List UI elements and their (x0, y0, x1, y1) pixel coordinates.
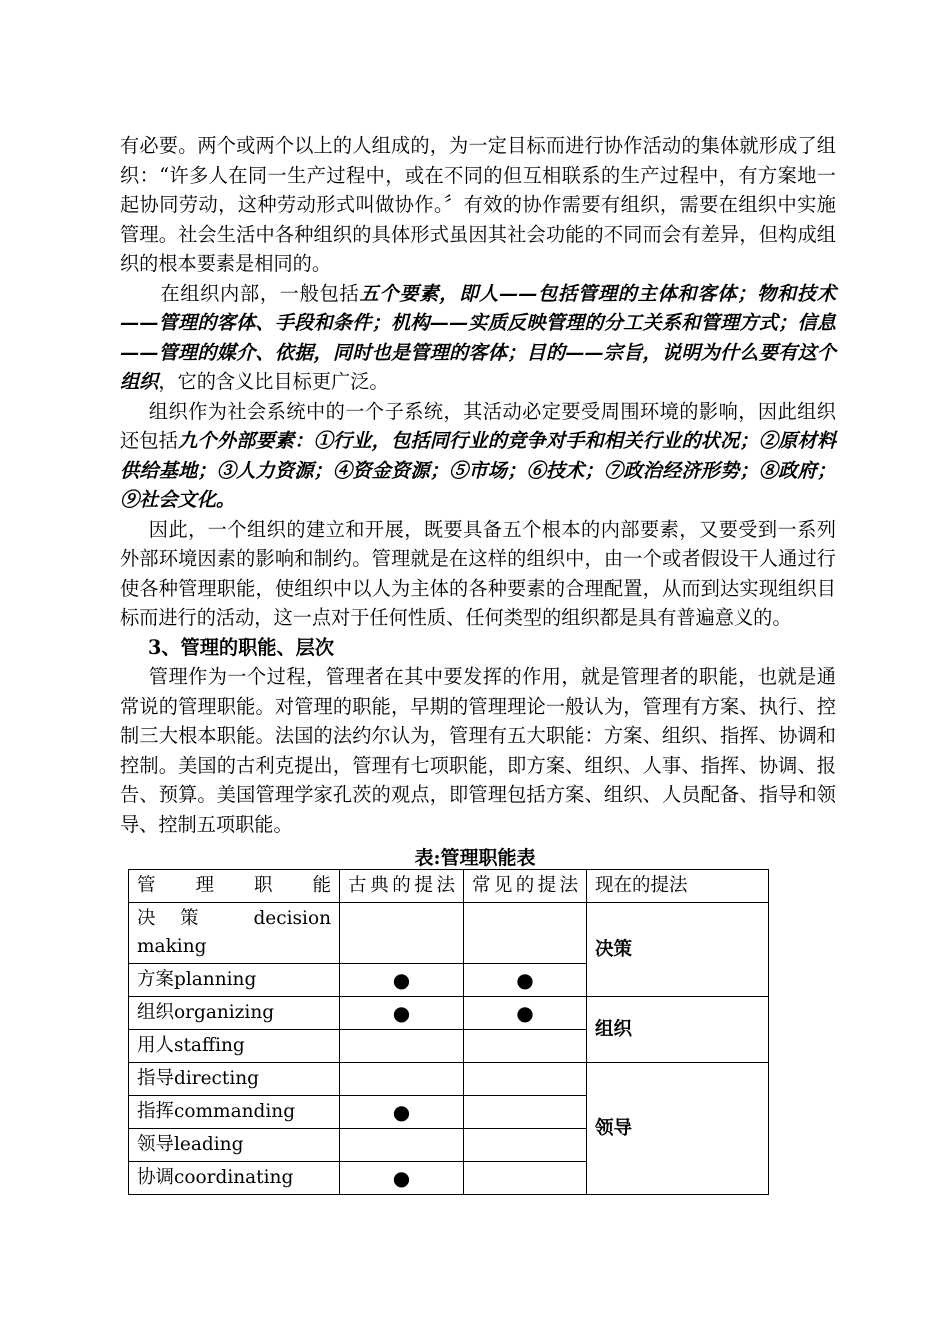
classic-mark: ● (340, 997, 464, 1030)
paragraph-5: 管理作为一个过程，管理者在其中要发挥的作用，就是管理者的职能，也就是通常说的管理职能。对管理的职能，早期的管理理论一般认为，管理有方案、执行、控制三大根本职能。法国的法约尔认为，管理有五大职能：方案、组织、指挥、协调和控制。美国的古利克提出，管理有七项职能，即方案、组织、人事、指挥、协调、报告、预算。美国管理学家孔茨的观点，即管理包括方案、组织、人员配备、指导和领导、控制五项职能。 (120, 665, 836, 836)
common-mark (464, 1129, 587, 1162)
common-mark (464, 903, 587, 964)
table-row (129, 997, 769, 1030)
modern-group-organizing: 组织 (587, 997, 769, 1063)
function-name: 决策 decision making (129, 903, 340, 964)
classic-mark: ● (340, 1096, 464, 1129)
section-heading-3: 3、管理的职能、层次 (148, 635, 335, 659)
paragraph-3 (120, 397, 836, 515)
header-modern: 现在的提法 (587, 870, 769, 903)
paragraph-4: 因此，一个组织的建立和开展，既要具备五个根本的内部要素，又要受到一系列外部环境因素的影响和制约。管理就是在这样的组织中，由一个或者假设干人通过行使各种管理职能，使组织中以人为主体的各种要素的合理配置，从而到达实现组织目标而进行的活动，这一点对于任何性质、任何类型的组织都是具有普遍意义的。 (120, 517, 836, 629)
five-elements-emphasis: 五个要素，即人——包括管理的主体和客体；物和技术——管理的客体、手段和条件；机构——实质反映管理的分工关系和管理方式；信息——管理的媒介、依据，同时也是管理的客体；目的——宗旨，说明为什么要有这个组织 (120, 281, 837, 393)
paragraph-2-tail: ，它的含义比目标更广泛。 (158, 370, 389, 393)
common-mark (464, 1096, 587, 1129)
classic-mark (340, 903, 464, 964)
function-name: 领导leading (129, 1129, 340, 1162)
header-classic: 古典的提法 (340, 870, 464, 903)
table-caption: 表:管理职能表 (414, 847, 536, 869)
paragraph-2-lead: 在组织内部，一般包括 (160, 281, 360, 305)
common-mark (464, 1162, 587, 1195)
management-functions-table (128, 869, 769, 1195)
table-header-row (129, 870, 769, 903)
function-name: 用人staffing (129, 1030, 340, 1063)
common-mark: ● (464, 997, 587, 1030)
classic-mark (340, 1063, 464, 1096)
classic-mark (340, 1129, 464, 1162)
body-text (120, 131, 836, 839)
paragraph-3-lead: 组织作为社会系统中的一个子系统，其活动必定要受周围环境的影响，因此组织还包括 (120, 399, 836, 452)
function-name: 指挥commanding (129, 1096, 340, 1129)
paragraph-2 (120, 279, 836, 397)
modern-group-decision: 决策 (587, 903, 769, 997)
classic-mark: ● (340, 1162, 464, 1195)
function-name: 组织organizing (129, 997, 340, 1030)
paragraph-1: 有必要。两个或两个以上的人组成的，为一定目标而进行协作活动的集体就形成了组织：“许多人在同一生产过程中，或在不同的但互相联系的生产过程中，有方案地一起协同劳动，这种劳动形式叫做协作。〞有效的协作需要有组织，需要在组织中实施管理。社会生活中各种组织的具体形式虽因其社会功能的不同而会有差异，但构成组织的根本要素是相同的。 (120, 134, 836, 275)
header-common: 常见的提法 (464, 870, 587, 903)
common-mark (464, 1030, 587, 1063)
common-mark: ● (464, 964, 587, 997)
function-name: 方案planning (129, 964, 340, 997)
header-function: 管理职能 (129, 870, 340, 903)
function-name: 协调coordinating (129, 1162, 340, 1195)
modern-group-leading: 领导 (587, 1063, 769, 1195)
common-mark (464, 1063, 587, 1096)
table-row (129, 1063, 769, 1096)
nine-external-elements-emphasis: 九个外部要素：①行业，包括同行业的竞争对手和相关行业的状况；②原材料供给基地；③人力资源；④资金资源；⑤市场；⑥技术；⑦政治经济形势；⑧政府；⑨社会文化。 (120, 429, 837, 511)
classic-mark (340, 1030, 464, 1063)
table-row (129, 903, 769, 964)
classic-mark: ● (340, 964, 464, 997)
function-name: 指导directing (129, 1063, 340, 1096)
